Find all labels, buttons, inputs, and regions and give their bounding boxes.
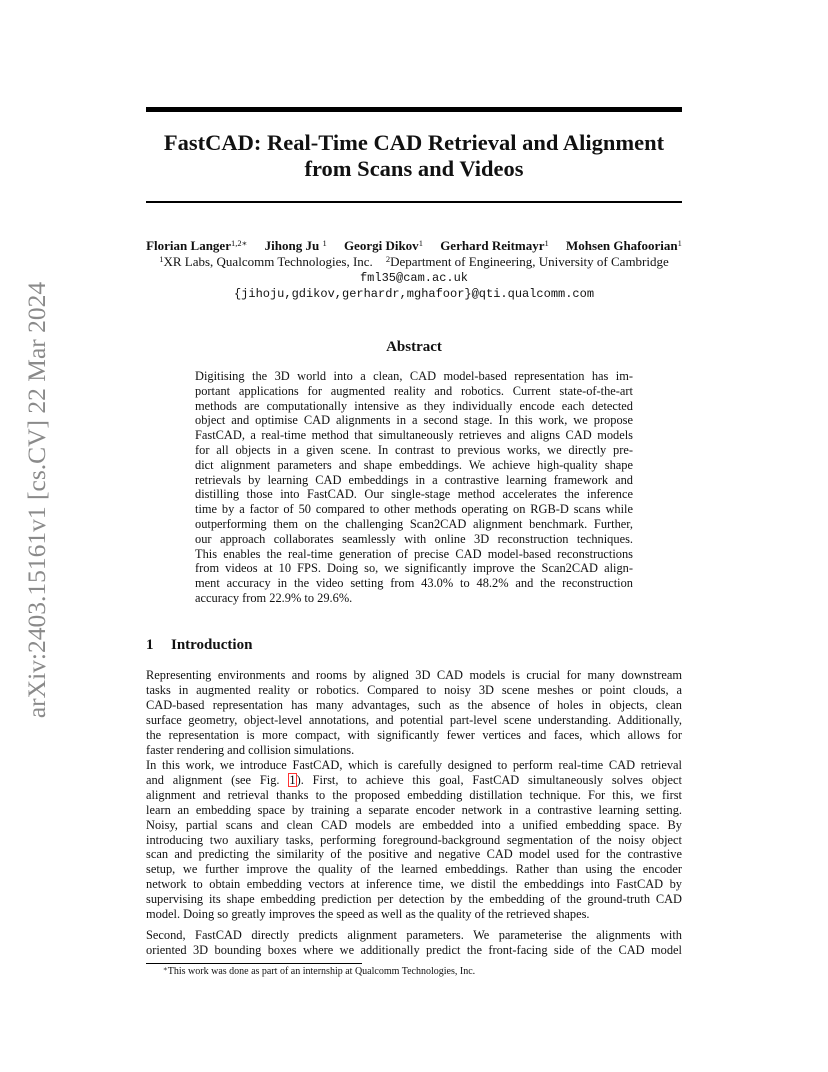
title-bottom-rule xyxy=(146,201,682,203)
author-affiliation-mark: 1 xyxy=(544,238,549,248)
author-name: Mohsen Ghafoorian xyxy=(566,238,678,253)
affiliation-mark: 2 xyxy=(385,254,391,264)
abstract-line: time by a factor of 50 compared to other methods operating on RGB-D scans while xyxy=(195,502,633,517)
body-line: model. Doing so greatly improves the speed as well as the quality of the retrieved shapes. xyxy=(146,907,590,922)
abstract-body xyxy=(195,369,633,606)
body-line: CAD-based representation has many advantages, such as the absence of holes in objects, clean xyxy=(146,697,682,712)
body-line: alignment and retrieval thanks to the proposed embedding distillation technique. For this, we first xyxy=(146,787,682,802)
body-line: oriented 3D bounding boxes where we additionally predict the front-facing side of the CAD model xyxy=(146,942,682,957)
abstract-line: outperforming them on the challenging Scan2CAD alignment benchmark. Further, xyxy=(195,516,633,531)
section-heading xyxy=(146,637,252,654)
body-line: Representing environments and rooms by aligned 3D CAD models is crucial for many downstream xyxy=(146,668,682,682)
author-affiliation-mark: 1,2∗ xyxy=(230,238,248,248)
figure-reference-link[interactable]: 1 xyxy=(289,772,296,787)
abstract-line: portant applications for augmented reality and robotics. Current state-of-the-art xyxy=(195,383,633,398)
body-text: ). First, to achieve this goal, FastCAD simultaneously solves object xyxy=(296,772,683,787)
abstract-line: retrievals by learning CAD embeddings in a contrastive learning framework and xyxy=(195,472,633,487)
affiliations xyxy=(146,254,682,270)
author-block xyxy=(146,238,682,302)
title-line-2: from Scans and Videos xyxy=(304,156,524,181)
abstract-line: dict alignment parameters and shape embeddings. We achieve high-quality shape xyxy=(195,457,633,472)
footnote-mark: ∗ xyxy=(163,965,168,973)
abstract-line: object and optimise CAD alignments in a second stage. In this work, we propose xyxy=(195,413,633,428)
body-line: introducing two auxiliary tasks, performing foreground-background segmentation of the noisy object xyxy=(146,832,682,847)
author-list xyxy=(146,238,682,254)
body-line: Noisy, partial scans and clean CAD models are embedded into a unified embedding space. By xyxy=(146,817,682,832)
section-title: Introduction xyxy=(171,637,253,653)
section-number: 1 xyxy=(146,637,154,653)
abstract-line: This enables the real-time generation of precise CAD model-based reconstructions xyxy=(195,546,633,561)
author-affiliation-mark: 1 xyxy=(677,238,682,248)
author-name: Georgi Dikov xyxy=(343,238,419,253)
paper-title xyxy=(146,130,682,182)
body-line: supervising its shape embedding prediction per detection by the embedding of the ground-truth CAD xyxy=(146,892,682,907)
abstract-line: Digitising the 3D world into a clean, CAD model-based representation has im- xyxy=(195,369,633,383)
body-line: In this work, we introduce FastCAD, which is carefully designed to perform real-time CAD retrieval xyxy=(146,758,682,772)
abstract-line: methods are computationally intensive as they individually encode each detected xyxy=(195,398,633,413)
footnote-rule xyxy=(146,963,362,964)
body-text: and alignment (see Fig. xyxy=(146,772,289,787)
body-line-with-figref xyxy=(146,773,682,788)
intro-paragraph-1 xyxy=(146,668,682,757)
email-line-2: {jihoju,gdikov,gerhardr,mghafoor}@qti.qualcomm.com xyxy=(233,287,595,301)
abstract-line: from videos at 10 FPS. Doing so, we significantly improve the Scan2CAD align- xyxy=(195,561,633,576)
author-affiliation-mark: 1 xyxy=(418,238,423,248)
affiliation-text: Department of Engineering, University of Cambridge xyxy=(390,254,669,269)
body-line: faster rendering and collision simulations. xyxy=(146,742,355,757)
abstract-line: FastCAD, a real-time method that simultaneously retrieves and aligns CAD models xyxy=(195,428,633,443)
author-name: Florian Langer xyxy=(146,238,231,253)
body-line: surface geometry, object-level annotations, and potential part-level scene understanding. Additionally, xyxy=(146,712,682,727)
top-rule xyxy=(146,107,682,112)
body-line: scan and predicting the similarity of the positive and negative CAD model used for the contrastive xyxy=(146,847,682,862)
body-line: learn an embedding space by training a separate encoder network in a contrastive learning setting. xyxy=(146,802,682,817)
title-line-1: FastCAD: Real-Time CAD Retrieval and Alignment xyxy=(163,130,665,155)
body-line: setup, we further improve the quality of the learned embeddings. Rather than using the encoder xyxy=(146,862,682,877)
abstract-line: distilling those into FastCAD. Our single-stage method accelerates the inference xyxy=(195,487,633,502)
author-affiliation-mark: 1 xyxy=(322,238,327,248)
body-line: Second, FastCAD directly predicts alignment parameters. We parameterise the alignments with xyxy=(146,928,682,942)
footnote-text: This work was done as part of an internship at Qualcomm Technologies, Inc. xyxy=(167,966,476,977)
arxiv-stamp-text: arXiv:2403.15161v1 [cs.CV] 22 Mar 2024 xyxy=(22,281,51,719)
footnote xyxy=(163,966,475,977)
body-line: tasks in augmented reality or robotics. Compared to noisy 3D scene meshes or point clouds, a xyxy=(146,682,682,697)
author-name: Gerhard Reitmayr xyxy=(440,238,545,253)
email-line-1: fml35@cam.ac.uk xyxy=(359,271,469,285)
affiliation-text: XR Labs, Qualcomm Technologies, Inc. xyxy=(163,254,373,269)
abstract-heading: Abstract xyxy=(386,339,442,355)
abstract-line: for all objects in a given scene. In contrast to previous works, we directly pre- xyxy=(195,442,633,457)
intro-paragraph-2 xyxy=(146,758,682,922)
abstract-line: our approach collaborates seamlessly with online 3D reconstruction techniques. xyxy=(195,531,633,546)
intro-paragraph-3 xyxy=(146,928,682,958)
abstract-line: accuracy from 22.9% to 29.6%. xyxy=(195,590,353,605)
body-line: network to obtain embedding vectors at inference time, we distil the embeddings into FastCAD by xyxy=(146,877,682,892)
affiliation-mark: 1 xyxy=(159,254,164,264)
abstract-line: ment accuracy in the video setting from 43.0% to 48.2% and the reconstruction xyxy=(195,576,633,591)
author-name: Jihong Ju xyxy=(264,238,320,253)
body-line: the representation is more compact, with significantly fewer vertices and faces, which allows for xyxy=(146,727,682,742)
